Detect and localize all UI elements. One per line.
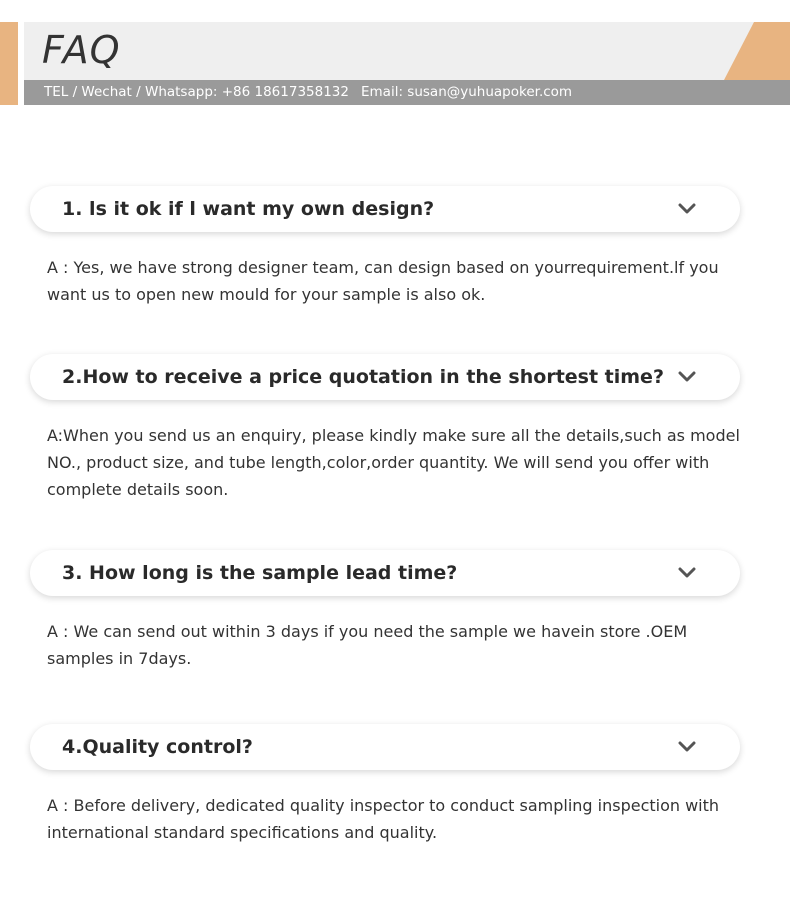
contact-phone: TEL / Wechat / Whatsapp: +86 18617358132 bbox=[44, 84, 349, 100]
faq-question-4[interactable] bbox=[30, 724, 740, 770]
chevron-down-icon[interactable] bbox=[678, 371, 696, 383]
faq-answer-1: A : Yes, we have strong designer team, can design based on yourrequirement.lf you want us to open new mould for your sample is also ok. bbox=[47, 258, 719, 304]
contact-bar bbox=[24, 80, 790, 105]
faq-answer-3: A : We can send out within 3 days if you need the sample we havein store .OEM samples in 7days. bbox=[47, 622, 688, 668]
faq-question-3[interactable] bbox=[30, 550, 740, 596]
chevron-down-icon[interactable] bbox=[678, 741, 696, 753]
title-bar bbox=[24, 22, 790, 80]
question-text: 3. How long is the sample lead time? bbox=[62, 562, 458, 584]
faq-question-1[interactable] bbox=[30, 186, 740, 232]
faq-question-2[interactable] bbox=[30, 354, 740, 400]
header-diagonal-accent bbox=[724, 22, 790, 80]
page-title: FAQ bbox=[42, 28, 121, 72]
question-text: 2.How to receive a price quotation in the shortest time? bbox=[62, 366, 664, 388]
header-accent-stripe bbox=[0, 22, 18, 105]
chevron-down-icon[interactable] bbox=[678, 203, 696, 215]
chevron-down-icon[interactable] bbox=[678, 567, 696, 579]
contact-email: Email: susan@yuhuapoker.com bbox=[361, 84, 573, 100]
question-text: 4.Quality control? bbox=[62, 736, 253, 758]
faq-header bbox=[0, 22, 790, 105]
faq-answer-4: A : Before delivery, dedicated quality inspector to conduct sampling inspection with international standard specifications and quality. bbox=[47, 796, 720, 842]
question-text: 1. ls it ok if l want my own design? bbox=[62, 198, 435, 220]
faq-answer-2: A:When you send us an enquiry, please kindly make sure all the details,such as model NO., product size, and tube length,color,order quantity. We will send you offer with complete details soon. bbox=[47, 426, 740, 499]
